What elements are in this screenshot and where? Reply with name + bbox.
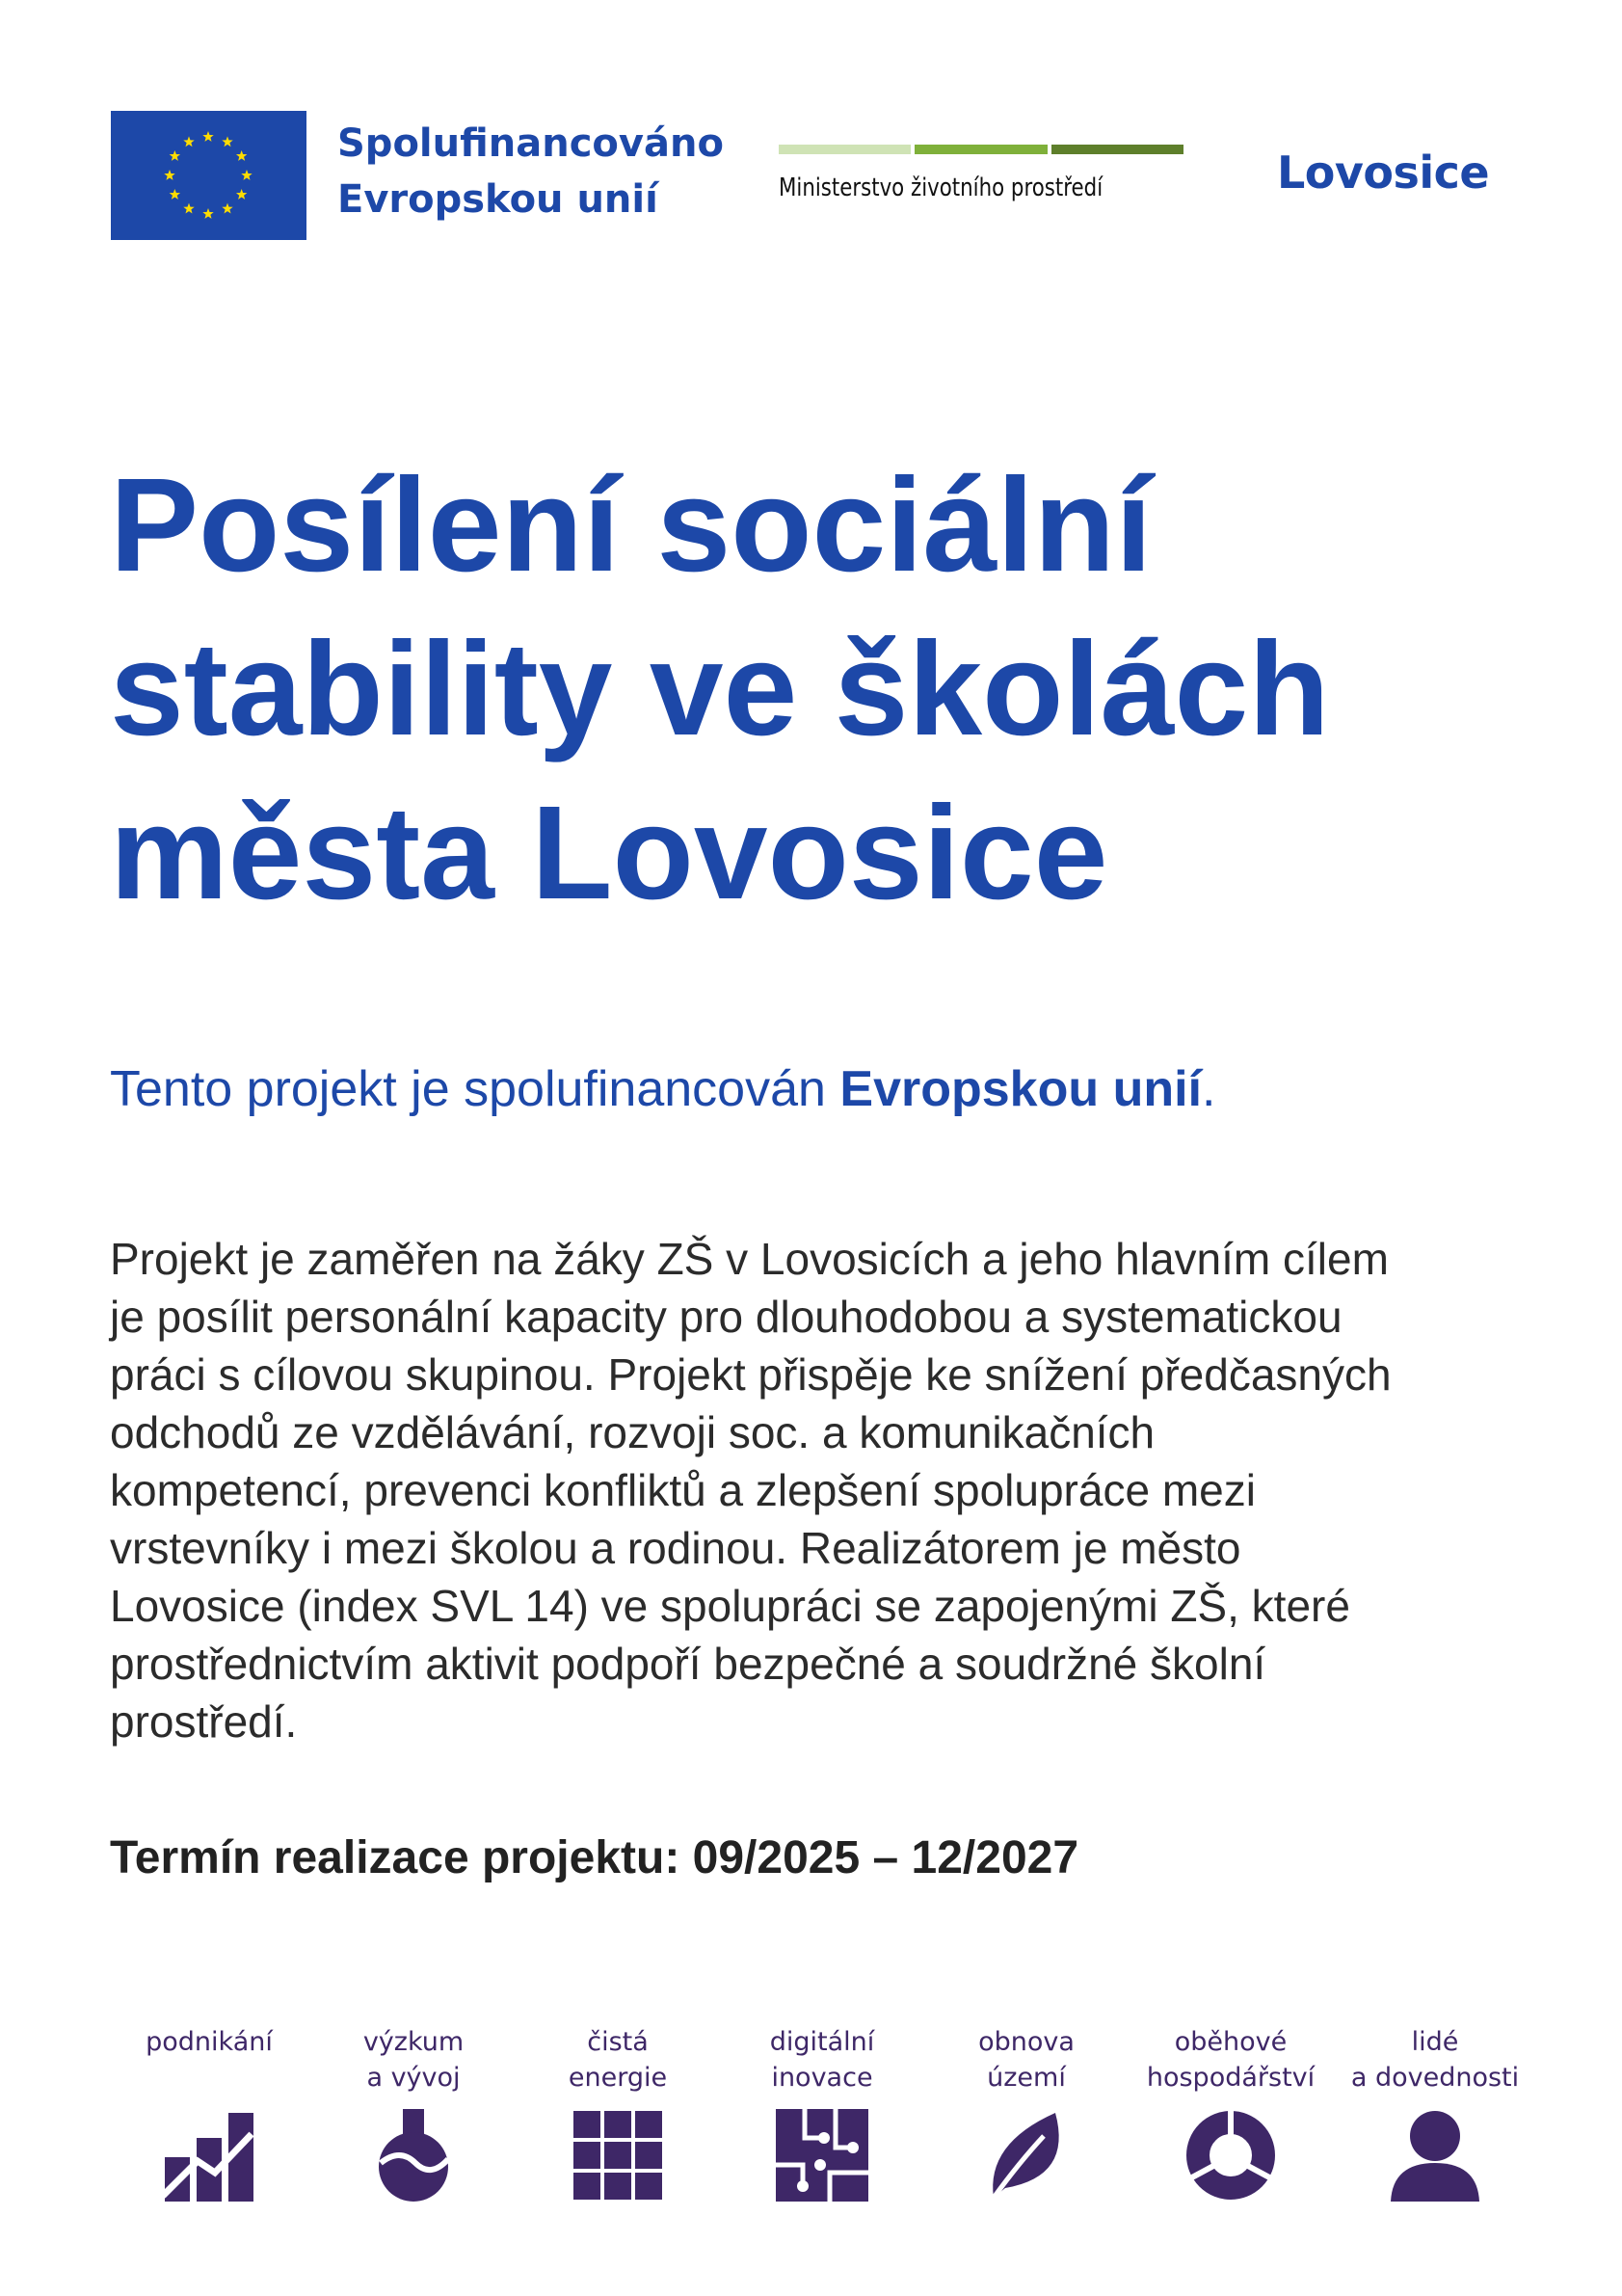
eu-stars-icon [111, 111, 306, 240]
ministry-name: Ministerstvo životního prostředí [779, 174, 1103, 202]
person-icon [1389, 2109, 1481, 2202]
theme-people-skills [1334, 2024, 1536, 2202]
theme-label-line2: a dovednosti [1350, 2063, 1520, 2093]
theme-label-line1: lidé [1411, 2027, 1459, 2057]
ministry-color-bars [779, 145, 1183, 154]
eu-logo-line2: Evropskou unií [337, 177, 658, 222]
theme-label-line2: a vývoj [366, 2063, 461, 2093]
tagline-prefix: Tento projekt je spolufinancován [110, 1061, 840, 1117]
theme-label [1130, 2024, 1332, 2099]
theme-clean-energy [517, 2024, 719, 2202]
theme-business [108, 2024, 310, 2202]
theme-territory-renewal [925, 2024, 1128, 2202]
theme-label-line1: obnova [978, 2027, 1075, 2057]
eu-star-icon [241, 170, 252, 180]
theme-label [1334, 2024, 1536, 2099]
eu-star-icon [202, 131, 213, 142]
city-logo: Lovosice [1277, 147, 1490, 199]
description-line: prostřednictvím aktivit podpoří bezpečné a soudržné školní [110, 1639, 1266, 1689]
theme-label [517, 2024, 719, 2099]
tagline-suffix: . [1202, 1061, 1216, 1117]
eu-star-icon [236, 150, 247, 161]
description-line: kompetencí, prevenci konfliktů a zlepšení spolupráce mezi [110, 1465, 1256, 1515]
title-line: stability ve školách [110, 615, 1330, 763]
theme-label-line1: čistá [587, 2027, 649, 2057]
theme-label-line1: podnikání [146, 2027, 273, 2057]
theme-label-line2: energie [568, 2063, 668, 2093]
project-term: Termín realizace projektu: 09/2025 – 12/2027 [110, 1832, 1079, 1883]
theme-label-line2: hospodářství [1146, 2063, 1316, 2093]
eu-star-icon [164, 170, 174, 180]
theme-label-line1: digitální [769, 2027, 875, 2057]
ministry-bar-light [779, 145, 911, 154]
ministry-bar-dark [1051, 145, 1183, 154]
eu-star-icon [202, 208, 213, 219]
theme-label-line2: území [987, 2063, 1066, 2093]
circuit-icon [776, 2109, 868, 2202]
theme-label [721, 2024, 923, 2099]
circular-arrows-icon [1184, 2109, 1277, 2202]
description-line: Lovosice (index SVL 14) ve spolupráci se zapojenými ZŠ, které [110, 1581, 1350, 1631]
theme-label-line2: inovace [771, 2063, 873, 2093]
cofinancing-statement [110, 1055, 1215, 1123]
description-line: je posílit personální kapacity pro dlouhodobou a systematickou [110, 1292, 1343, 1342]
page-title [110, 443, 1536, 935]
eu-star-icon [170, 150, 180, 161]
title-line: Posílení sociální [110, 451, 1153, 600]
theme-label-line1: oběhové [1174, 2027, 1288, 2057]
description-line: vrstevníky i mezi školou a rodinou. Realizátorem je město [110, 1523, 1241, 1573]
eu-star-icon [222, 203, 232, 214]
eu-star-icon [183, 203, 194, 214]
business-chart-icon [163, 2109, 255, 2202]
eu-flag-icon [111, 111, 306, 240]
eu-cofinancing-logo [337, 116, 724, 227]
theme-digital-innovation [721, 2024, 923, 2202]
eu-star-icon [170, 189, 180, 200]
eu-star-icon [222, 136, 232, 147]
tagline-emphasis: Evropskou unií [839, 1061, 1202, 1117]
theme-label [925, 2024, 1128, 2099]
theme-label-line1: výzkum [362, 2027, 465, 2057]
theme-circular-economy [1130, 2024, 1332, 2202]
eu-logo-line1: Spolufinancováno [337, 121, 724, 166]
eu-star-icon [236, 189, 247, 200]
description-line: práci s cílovou skupinou. Projekt přispěje ke snížení předčasných [110, 1349, 1392, 1400]
flask-icon [367, 2109, 460, 2202]
theme-label [108, 2024, 310, 2099]
description-line: odchodů ze vzdělávání, rozvoji soc. a komunikačních [110, 1407, 1156, 1457]
ministry-logo [779, 145, 1183, 202]
ministry-bar-mid [915, 145, 1047, 154]
description-line: Projekt je zaměřen na žáky ZŠ v Lovosicích a jeho hlavním cílem [110, 1234, 1389, 1284]
eu-star-icon [183, 136, 194, 147]
theme-label [312, 2024, 515, 2099]
theme-research [312, 2024, 515, 2202]
title-line: města Lovosice [110, 779, 1108, 927]
themes-row [108, 2024, 1525, 2217]
solar-grid-icon [572, 2109, 664, 2202]
leaf-icon [980, 2109, 1073, 2202]
description-line: prostředí. [110, 1696, 298, 1747]
project-description [110, 1230, 1536, 1750]
